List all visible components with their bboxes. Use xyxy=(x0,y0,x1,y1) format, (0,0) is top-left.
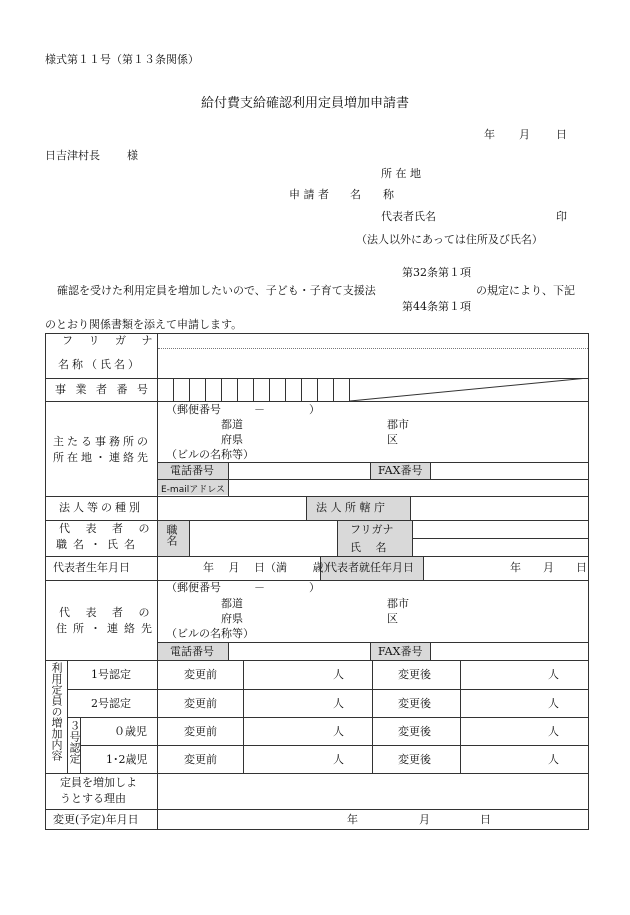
label-cert3: ３号認定 xyxy=(68,720,81,764)
row4-after: 変更後 xyxy=(398,753,431,766)
date-year: 年 xyxy=(484,128,495,141)
change-year: 年 xyxy=(347,813,358,826)
applicant-rep-label: 代表者氏名 xyxy=(381,210,436,223)
row1-label: 1号認定 xyxy=(91,668,131,681)
label-rep-2: 職名・氏名 xyxy=(56,538,141,551)
row3-label: ０歳児 xyxy=(114,725,147,738)
rep-tel-label: 電話番号 xyxy=(170,645,214,658)
office-gunshi: 郡市 xyxy=(387,418,409,431)
office-ku: 区 xyxy=(387,433,398,446)
office-fax-label: FAX番号 xyxy=(378,464,423,477)
row3-unit1: 人 xyxy=(333,725,344,738)
row2-before: 変更前 xyxy=(184,697,217,710)
rep-building: （ビルの名称等） xyxy=(166,627,254,640)
row2-label: 2号認定 xyxy=(91,697,131,710)
row3-unit2: 人 xyxy=(548,725,559,738)
label-rep-furigana: フリガナ xyxy=(350,523,394,536)
office-postal: （郵便番号 － ） xyxy=(166,403,320,416)
row4-before: 変更前 xyxy=(184,753,217,766)
change-month: 月 xyxy=(419,813,430,826)
row3-after: 変更後 xyxy=(398,725,431,738)
row4-unit2: 人 xyxy=(548,753,559,766)
label-addr-2: 住所・連絡先 xyxy=(56,622,158,635)
label-shoku: 職名 xyxy=(165,524,178,546)
office-fuken: 府県 xyxy=(221,433,243,446)
law-article-32: 第32条第１項 xyxy=(402,266,471,279)
label-corp-office: 法 人 所 轄 庁 xyxy=(316,501,385,514)
row1-unit2: 人 xyxy=(548,668,559,681)
applicant-label: 申 請 者 xyxy=(289,188,329,201)
office-building: （ビルの名称等） xyxy=(166,448,254,461)
applicant-name-label: 名 称 xyxy=(350,188,394,201)
applicant-address-label: 所 在 地 xyxy=(381,167,421,180)
seal-mark: 印 xyxy=(556,210,567,223)
label-name: 名称（氏名） xyxy=(58,358,142,371)
office-email-label: E-mailアドレス xyxy=(161,485,225,495)
diagonal-strike xyxy=(350,378,588,401)
body-text-2: の規定により、下記 xyxy=(476,284,575,297)
date-month: 月 xyxy=(519,128,530,141)
body-text-3: のとおり関係書類を添えて申請します。 xyxy=(45,318,243,331)
body-text-1: 確認を受けた利用定員を増加したいので、子ども・子育て支援法 xyxy=(57,284,376,297)
form-number: 様式第１１号（第１３条関係） xyxy=(45,53,199,66)
label-addr-1: 代 表 者 の xyxy=(59,606,156,619)
label-reason-2: うとする理由 xyxy=(60,792,126,805)
label-corp-type: 法人等の種別 xyxy=(59,501,143,514)
change-day: 日 xyxy=(480,813,491,826)
row2-unit2: 人 xyxy=(548,697,559,710)
row2-after: 変更後 xyxy=(398,697,431,710)
label-business-number: 事 業 者 番 号 xyxy=(55,383,151,396)
row1-unit1: 人 xyxy=(333,668,344,681)
office-tel-label: 電話番号 xyxy=(170,464,214,477)
office-todo: 都道 xyxy=(221,418,243,431)
rep-fuken: 府県 xyxy=(221,612,243,625)
rep-ku: 区 xyxy=(387,612,398,625)
addressee: 日吉津村長 xyxy=(45,149,100,162)
rep-start-value: 年 月 日 xyxy=(510,561,587,574)
label-office-1: 主たる事務所の xyxy=(53,435,151,448)
form-title: 給付費支給確認利用定員増加申請書 xyxy=(201,96,410,111)
rep-birth-value: 年 月 日（満 歳） xyxy=(203,561,335,574)
label-rep-1: 代 表 者 の xyxy=(59,522,156,535)
rep-postal: （郵便番号 － ） xyxy=(166,581,320,594)
label-rep-name: 氏 名 xyxy=(350,541,387,554)
addressee-honorific: 様 xyxy=(127,149,138,162)
label-rep-birth: 代表者生年月日 xyxy=(53,561,130,574)
row2-unit1: 人 xyxy=(333,697,344,710)
row4-unit1: 人 xyxy=(333,753,344,766)
label-furigana: フ リ ガ ナ xyxy=(62,334,159,347)
row1-before: 変更前 xyxy=(184,668,217,681)
rep-fax-label: FAX番号 xyxy=(378,645,423,658)
law-article-44: 第44条第１項 xyxy=(402,300,471,313)
rep-todo: 都道 xyxy=(221,597,243,610)
label-rep-start: 代表者就任年月日 xyxy=(326,561,414,574)
label-change-date: 変更(予定)年月日 xyxy=(53,813,139,826)
label-reason-1: 定員を増加しよ xyxy=(60,776,137,789)
label-increase: 利用定員の増加内容 xyxy=(50,662,63,761)
rep-gunshi: 郡市 xyxy=(387,597,409,610)
date-day: 日 xyxy=(556,128,567,141)
label-office-2: 所在地・連絡先 xyxy=(53,451,151,464)
row3-before: 変更前 xyxy=(184,725,217,738)
row4-label: 1･2歳児 xyxy=(106,753,148,766)
row1-after: 変更後 xyxy=(398,668,431,681)
applicant-note: （法人以外にあっては住所及び氏名） xyxy=(356,233,543,246)
